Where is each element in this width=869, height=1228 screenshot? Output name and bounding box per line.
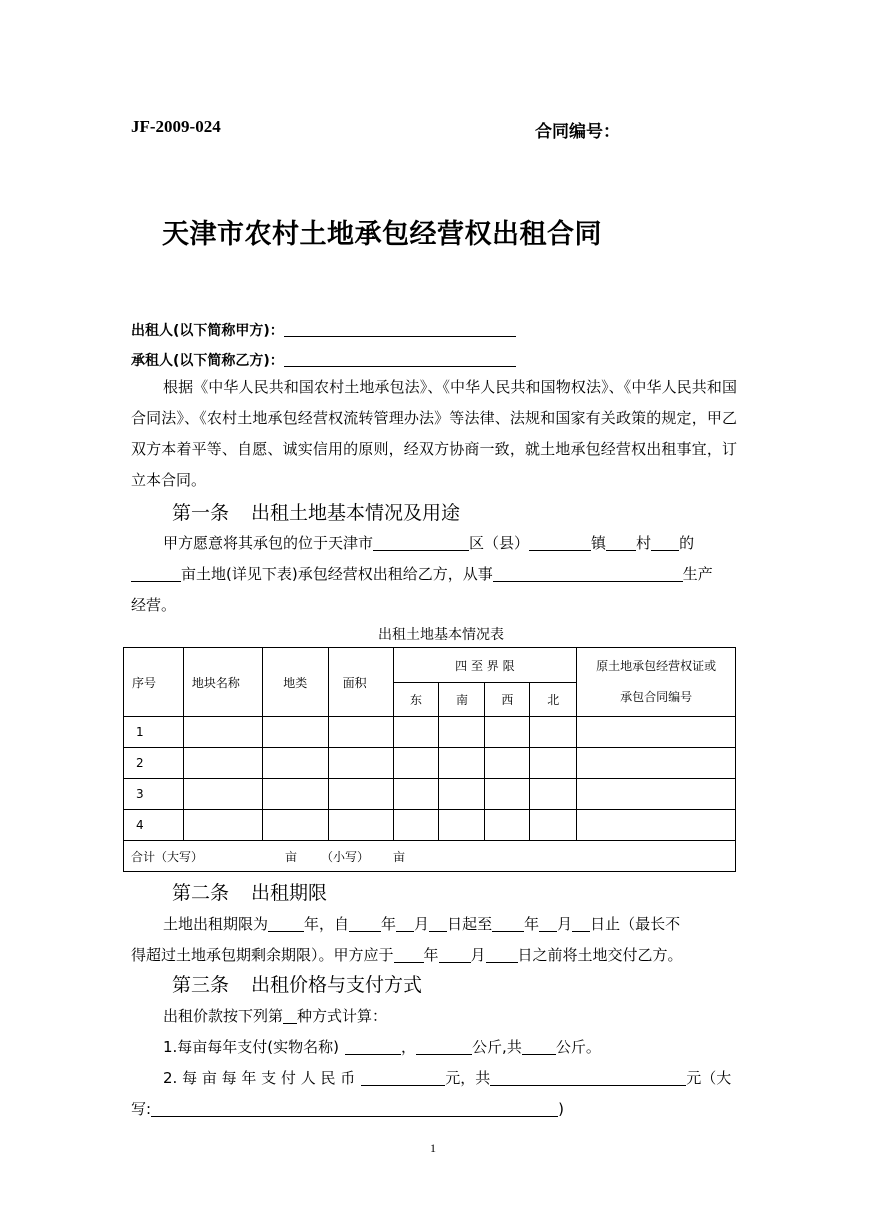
table-row bbox=[124, 810, 736, 841]
cell[interactable] bbox=[393, 717, 439, 748]
article-3-heading bbox=[172, 970, 422, 997]
article-2-line-1 bbox=[163, 913, 680, 934]
end-month-blank[interactable] bbox=[539, 916, 557, 932]
city-district-blank[interactable] bbox=[373, 535, 469, 551]
article-1-number: 第一条 bbox=[172, 502, 230, 524]
cell[interactable] bbox=[530, 810, 577, 841]
goods-name-blank[interactable] bbox=[345, 1039, 401, 1055]
cell[interactable] bbox=[577, 748, 736, 779]
article-2-heading bbox=[172, 878, 327, 905]
cell[interactable] bbox=[183, 717, 262, 748]
lessee-label: 承租人(以下简称乙方)： bbox=[131, 353, 284, 369]
cell[interactable] bbox=[439, 810, 485, 841]
cell[interactable] bbox=[393, 748, 439, 779]
text: 公斤。 bbox=[555, 1038, 601, 1056]
county-blank[interactable] bbox=[529, 535, 591, 551]
article-1-heading bbox=[172, 498, 460, 525]
lessor-line bbox=[131, 320, 516, 340]
page-number: 1 bbox=[430, 1141, 436, 1155]
text: 区（县） bbox=[469, 534, 530, 552]
article-3-option-2 bbox=[163, 1067, 731, 1088]
text: 1.每亩每年支付(实物名称) bbox=[163, 1038, 340, 1056]
article-3-number: 第三条 bbox=[172, 974, 230, 996]
text: 生产 bbox=[682, 565, 713, 583]
cell[interactable] bbox=[530, 748, 577, 779]
row-seq: 1 bbox=[124, 717, 184, 748]
cell[interactable] bbox=[262, 717, 328, 748]
article-1-title: 出租土地基本情况及用途 bbox=[251, 502, 461, 524]
cell[interactable] bbox=[439, 779, 485, 810]
header-type: 地类 bbox=[262, 648, 328, 717]
header-north: 北 bbox=[530, 683, 577, 717]
header-cert-line-2: 承包合同编号 bbox=[620, 690, 693, 704]
land-info-table bbox=[123, 647, 736, 872]
header-name: 地块名称 bbox=[183, 648, 262, 717]
article-1-line-1 bbox=[163, 532, 694, 553]
term-years-blank[interactable] bbox=[268, 916, 304, 932]
text: 种方式计算： bbox=[297, 1007, 388, 1025]
contract-number-label: 合同编号： bbox=[535, 122, 620, 142]
preamble-text: 根据《中华人民共和国农村土地承包法》、《中华人民共和国物权法》、《中华人民共和国合同法》、《农村土地承包经营权流转管理办法》等法律、法规和国家有关政策的规定，甲乙双方本着平等、自愿、诚实信用的原则，经双方协商一致，就土地承包经营权出租事宜，订立本合同。 bbox=[131, 378, 737, 489]
table-row bbox=[124, 717, 736, 748]
text: ) bbox=[558, 1100, 564, 1118]
text: 日起至 bbox=[447, 915, 493, 933]
text: 月 bbox=[557, 915, 573, 933]
row-seq: 3 bbox=[124, 779, 184, 810]
document-title: 天津市农村土地承包经营权出租合同 bbox=[162, 219, 602, 250]
town-blank[interactable] bbox=[606, 535, 636, 551]
cell[interactable] bbox=[328, 779, 393, 810]
table-caption: 出租土地基本情况表 bbox=[378, 627, 504, 643]
cell[interactable] bbox=[262, 748, 328, 779]
text: 日之前将土地交付乙方。 bbox=[517, 946, 683, 964]
text: 2. 每 亩 每 年 支 付 人 民 币 bbox=[163, 1069, 356, 1087]
cell[interactable] bbox=[439, 717, 485, 748]
lessee-line bbox=[131, 350, 516, 370]
cell[interactable] bbox=[485, 717, 530, 748]
text: 年 bbox=[381, 915, 397, 933]
lessee-blank[interactable] bbox=[284, 352, 516, 367]
cash-total-uppercase-blank[interactable] bbox=[151, 1101, 558, 1117]
deliver-day-blank[interactable] bbox=[486, 947, 518, 963]
text: 甲方愿意将其承包的位于天津市 bbox=[163, 534, 374, 552]
cash-per-mu-blank[interactable] bbox=[361, 1070, 445, 1086]
cell[interactable] bbox=[393, 810, 439, 841]
article-3-title: 出租价格与支付方式 bbox=[251, 974, 423, 996]
article-3-intro bbox=[163, 1005, 387, 1026]
header-cert-line-1: 原土地承包经营权证或 bbox=[596, 659, 717, 673]
row-seq: 2 bbox=[124, 748, 184, 779]
cell[interactable] bbox=[485, 810, 530, 841]
table-row bbox=[124, 779, 736, 810]
text: 日止（最长不 bbox=[590, 915, 681, 933]
cell[interactable] bbox=[183, 810, 262, 841]
text: 年 bbox=[423, 946, 439, 964]
header-west: 西 bbox=[485, 683, 530, 717]
header-bounds: 四 至 界 限 bbox=[393, 648, 577, 683]
article-1-line-3: 经营。 bbox=[131, 596, 177, 614]
lessor-label: 出租人(以下简称甲方)： bbox=[131, 323, 284, 339]
deliver-year-blank[interactable] bbox=[394, 947, 424, 963]
lessor-blank[interactable] bbox=[284, 322, 516, 337]
text: 土地出租期限为 bbox=[163, 915, 269, 933]
header-seq: 序号 bbox=[124, 648, 184, 717]
total-unit-2: 亩 bbox=[393, 849, 406, 864]
cell[interactable] bbox=[183, 779, 262, 810]
row-seq: 4 bbox=[124, 810, 184, 841]
text: 得超过土地承包期剩余期限）。甲方应于 bbox=[131, 946, 394, 964]
cell[interactable] bbox=[439, 748, 485, 779]
cell[interactable] bbox=[530, 779, 577, 810]
start-day-blank[interactable] bbox=[429, 916, 447, 932]
header-area: 面积 bbox=[328, 648, 393, 717]
article-2-number: 第二条 bbox=[172, 882, 230, 904]
cell[interactable] bbox=[577, 810, 736, 841]
header-east: 东 bbox=[393, 683, 439, 717]
text: 镇 bbox=[591, 534, 607, 552]
cell[interactable] bbox=[262, 810, 328, 841]
area-blank[interactable] bbox=[131, 566, 181, 582]
end-day-blank[interactable] bbox=[572, 916, 590, 932]
text: 亩土地(详见下表)承包经营权出租给乙方，从事 bbox=[181, 565, 493, 583]
text: ， bbox=[401, 1038, 417, 1056]
start-month-blank[interactable] bbox=[396, 916, 414, 932]
goods-qty-blank[interactable] bbox=[416, 1039, 472, 1055]
total-cell bbox=[124, 841, 736, 872]
article-2-line-2 bbox=[131, 944, 683, 965]
cell[interactable] bbox=[328, 748, 393, 779]
header-cert bbox=[577, 648, 736, 717]
cell[interactable] bbox=[328, 810, 393, 841]
text: 年 bbox=[524, 915, 540, 933]
village-blank[interactable] bbox=[651, 535, 679, 551]
preamble bbox=[131, 372, 737, 496]
text: 元（大 bbox=[686, 1069, 732, 1087]
text: 月 bbox=[414, 915, 430, 933]
usage-blank[interactable] bbox=[493, 566, 683, 582]
text: 公斤,共 bbox=[472, 1038, 522, 1056]
method-choice-blank[interactable] bbox=[283, 1008, 297, 1024]
total-small-label: （小写） bbox=[321, 849, 370, 864]
text: 元，共 bbox=[445, 1069, 491, 1087]
cell[interactable] bbox=[183, 748, 262, 779]
goods-total-blank[interactable] bbox=[522, 1039, 556, 1055]
cell[interactable] bbox=[485, 748, 530, 779]
text: 的 bbox=[679, 534, 695, 552]
cell[interactable] bbox=[577, 717, 736, 748]
article-2-title: 出租期限 bbox=[251, 882, 328, 904]
text: 年，自 bbox=[304, 915, 350, 933]
cell[interactable] bbox=[530, 717, 577, 748]
total-row bbox=[124, 841, 736, 872]
document-code: JF-2009-024 bbox=[131, 117, 221, 136]
cell[interactable] bbox=[262, 779, 328, 810]
total-unit-1: 亩 bbox=[285, 849, 298, 864]
cell[interactable] bbox=[485, 779, 530, 810]
text: 出租价款按下列第 bbox=[163, 1007, 284, 1025]
cell[interactable] bbox=[328, 717, 393, 748]
deliver-month-blank[interactable] bbox=[439, 947, 471, 963]
article-3-option-2-cont bbox=[131, 1098, 564, 1119]
cell[interactable] bbox=[577, 779, 736, 810]
cell[interactable] bbox=[393, 779, 439, 810]
start-year-blank[interactable] bbox=[349, 916, 381, 932]
text: 月 bbox=[470, 946, 486, 964]
header-south: 南 bbox=[439, 683, 485, 717]
article-3-option-1 bbox=[163, 1036, 601, 1057]
article-1-line-2 bbox=[131, 563, 713, 584]
total-label: 合计（大写） bbox=[131, 849, 204, 864]
text: 写: bbox=[131, 1100, 152, 1118]
text: 村 bbox=[636, 534, 652, 552]
cash-total-blank[interactable] bbox=[490, 1070, 686, 1086]
table-row bbox=[124, 748, 736, 779]
end-year-blank[interactable] bbox=[492, 916, 524, 932]
